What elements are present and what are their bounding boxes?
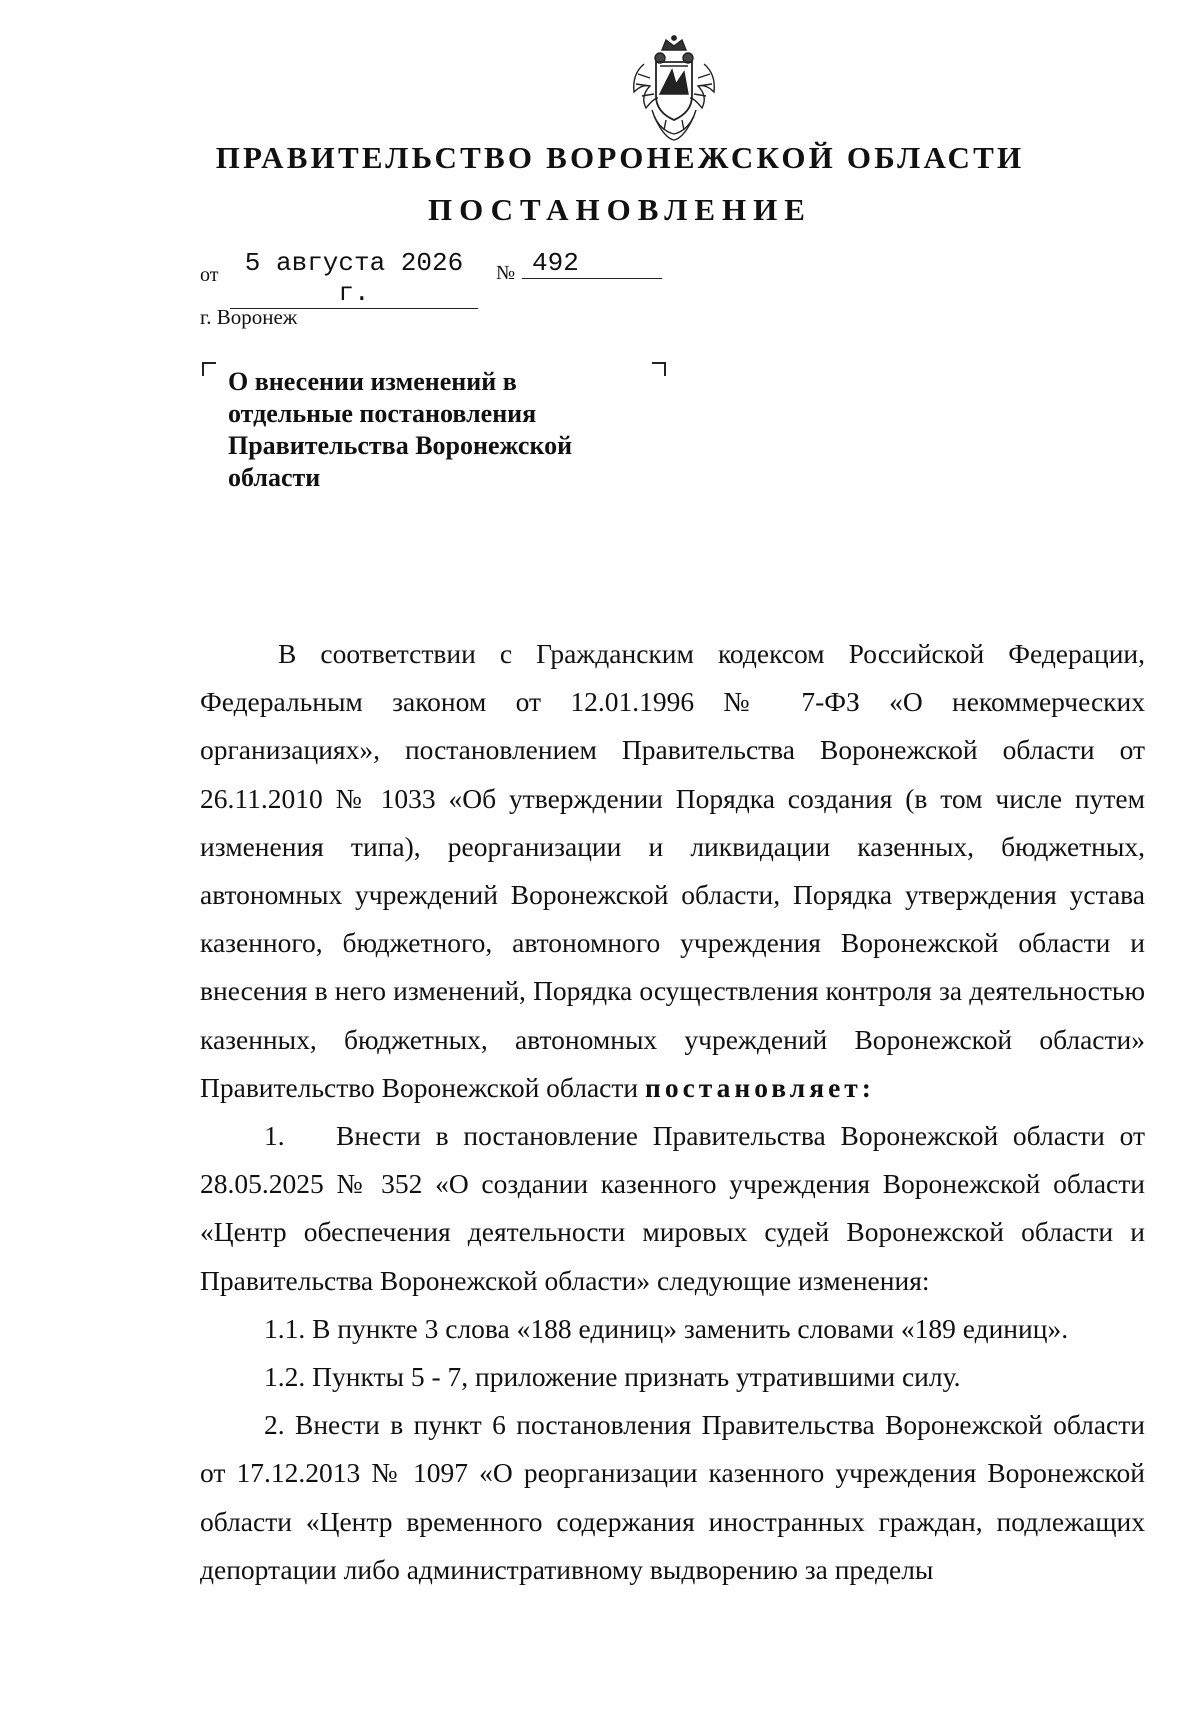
preamble-text: В соответствии с Гражданским кодексом Российской Федерации, Федеральным законом от 12.01.1996 № 7-ФЗ «О некоммерческих организациях», постановлением Правительства Воронежской области от 26.11.2010 № 1033 «Об утверждении Порядка создания (в том числе путем изменения типа), реорганизации и ликвидации казенных, бюджетных, автономных учреждений Воронежской области, Порядка утверждения устава казенного, бюджетного, автономного учреждения Воронежской области и внесения в него изменений, Порядка осуществления контроля за деятельностью казенных, бюджетных, автономных учреждений Воронежской области» Правительство Воронежской области bbox=[200, 638, 1145, 1103]
coat-of-arms-emblem bbox=[624, 34, 724, 146]
date-number-line bbox=[200, 248, 670, 308]
document-type: ПОСТАНОВЛЕНИЕ bbox=[428, 192, 812, 227]
subject-corner-top-right bbox=[652, 362, 666, 376]
decree-date: 5 августа 2026 г. bbox=[230, 248, 478, 309]
decree-subject: О внесении изменений в отдельные постановления Правительства Воронежской области bbox=[228, 367, 573, 492]
subject-corner-top-left bbox=[202, 362, 216, 376]
preamble-paragraph bbox=[200, 630, 1145, 1112]
from-label: от bbox=[200, 264, 219, 286]
item-1-2-paragraph: 1.2. Пункты 5 - 7, приложение признать утратившими силу. bbox=[264, 1361, 961, 1393]
resolves-word: постановляет: bbox=[644, 1071, 875, 1103]
number-label: № bbox=[496, 262, 516, 284]
item-1-number: 1. bbox=[264, 1120, 285, 1152]
item-1-text: Внести в постановление Правительства Воронежской области от 28.05.2025 № 352 «О создании казенного учреждения Воронежской области «Центр обеспечения деятельности мировых судей Воронежской области и Правительства Воронежской области» следующие изменения: bbox=[200, 1120, 1145, 1296]
decree-number: 492 bbox=[522, 248, 662, 279]
item-2-paragraph: 2. Внести в пункт 6 постановления Правительства Воронежской области от 17.12.2013 № 1097 «О реорганизации казенного учреждения Воронежской области «Центр временного содержания иностранных граждан, подлежащих депортации либо административному выдворению за пределы bbox=[200, 1409, 1145, 1585]
decree-body bbox=[200, 630, 1145, 1594]
item-1-1-paragraph: 1.1. В пункте 3 слова «188 единиц» заменить словами «189 единиц». bbox=[264, 1312, 1069, 1344]
item-1-paragraph bbox=[200, 1112, 1145, 1305]
city: г. Воронеж bbox=[200, 305, 298, 329]
government-title: ПРАВИТЕЛЬСТВО ВОРОНЕЖСКОЙ ОБЛАСТИ bbox=[215, 140, 1025, 175]
